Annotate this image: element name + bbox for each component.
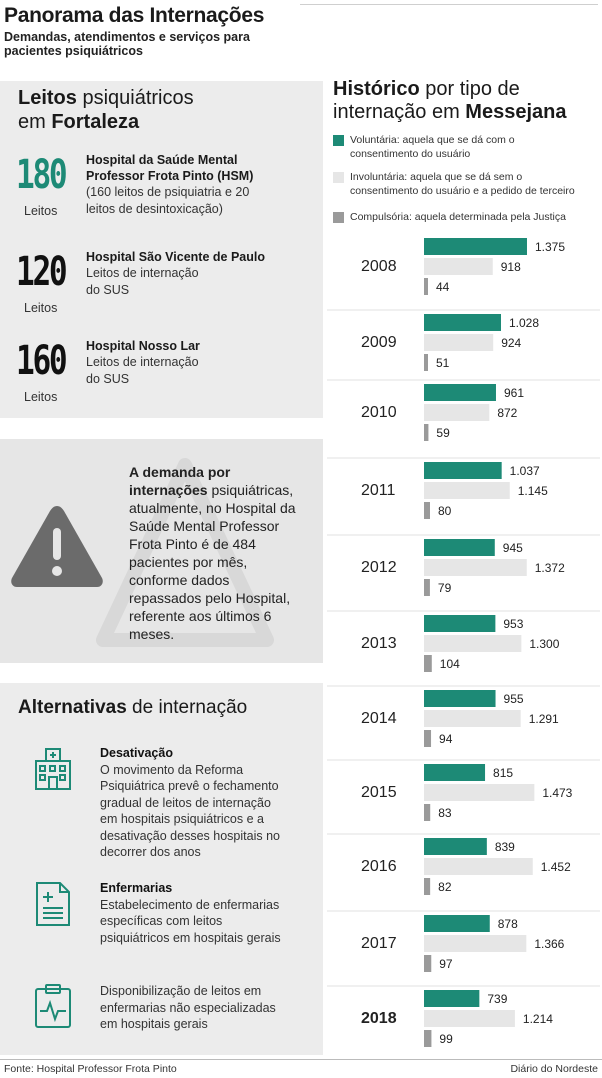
hospital-name-line-2: Professor Frota Pinto (HSM) xyxy=(86,169,254,183)
bar-voluntária-2014 xyxy=(424,690,496,707)
alternativas-title-bold: Alternativas xyxy=(18,697,127,718)
demanda-line: referente aos últimos 6 xyxy=(129,608,272,624)
legend-swatch xyxy=(333,212,344,223)
bar-compulsória-2018 xyxy=(424,1030,431,1047)
bar-compulsória-2016 xyxy=(424,878,430,895)
value-label-involuntária-2009: 924 xyxy=(501,336,522,350)
leitos-title-city: Fortaleza xyxy=(51,111,140,133)
leitos-title xyxy=(18,86,194,134)
alternativas-title xyxy=(18,696,247,720)
bar-voluntária-2010 xyxy=(424,384,496,401)
alternativas-title-rest: de internação xyxy=(126,697,248,718)
bed-unit-label: Leitos xyxy=(24,301,58,315)
bed-count: 180 xyxy=(16,152,66,198)
demanda-text-1: psiquiátricas, xyxy=(207,482,294,498)
legend-line-2: consentimento do usuário xyxy=(350,148,471,160)
bar-voluntária-2018 xyxy=(424,990,479,1007)
bar-voluntária-2008 xyxy=(424,238,527,255)
bar-voluntária-2011 xyxy=(424,462,502,479)
bed-count: 120 xyxy=(16,249,66,295)
hospital-name xyxy=(86,338,306,388)
hospital-building-icon xyxy=(32,745,74,791)
leitos-title-bold: Leitos xyxy=(18,87,77,109)
bar-involuntária-2010 xyxy=(424,404,489,421)
demanda-text xyxy=(129,463,314,643)
legend-line-1: Voluntária: aquela que se dá com o xyxy=(350,134,515,146)
chart-title-bold-1: Histórico xyxy=(333,78,420,100)
bar-involuntária-2008 xyxy=(424,258,493,275)
value-label-voluntária-2009: 1.028 xyxy=(508,316,540,330)
bar-compulsória-2010 xyxy=(424,424,428,441)
alt-line: psiquiátricos em hospitais gerais xyxy=(100,930,281,945)
bar-involuntária-2017 xyxy=(424,935,526,952)
demanda-line: conforme dados xyxy=(129,572,230,588)
alt-heading: Desativação xyxy=(100,746,173,760)
hospital-desc-line-2: do SUS xyxy=(86,283,130,297)
demanda-line: Saúde Mental Professor xyxy=(129,518,280,534)
alt-line: O movimento da Reforma xyxy=(100,762,244,777)
value-label-compulsória-2008: 44 xyxy=(436,280,450,294)
value-label-voluntária-2011: 1.037 xyxy=(509,464,540,478)
chart-title-rest-2: internação em xyxy=(333,101,466,123)
bar-involuntária-2012 xyxy=(424,559,527,576)
hospital-desc-line-1: Leitos de internação xyxy=(86,355,199,369)
page-title: Panorama das Internações xyxy=(4,4,265,27)
hospital-desc-line-2: do SUS xyxy=(86,372,130,386)
value-label-compulsória-2012: 79 xyxy=(437,581,452,595)
bar-voluntária-2016 xyxy=(424,838,487,855)
value-label-compulsória-2011: 80 xyxy=(437,504,452,518)
bar-compulsória-2014 xyxy=(424,730,431,747)
value-label-compulsória-2015: 83 xyxy=(438,806,452,820)
year-label-2017: 2017 xyxy=(361,935,397,952)
bar-involuntária-2016 xyxy=(424,858,533,875)
value-label-involuntária-2008: 918 xyxy=(500,260,521,274)
value-label-voluntária-2017: 878 xyxy=(497,917,518,931)
value-label-voluntária-2012: 945 xyxy=(502,541,523,555)
legend-line-1: Compulsória: aquela determinada pela Justiça xyxy=(350,211,566,223)
bar-involuntária-2014 xyxy=(424,710,521,727)
hospital-desc-line-2: leitos de desintoxicação) xyxy=(86,202,223,216)
bed-unit-label: Leitos xyxy=(24,390,58,404)
legend-swatch xyxy=(333,135,344,146)
bar-involuntária-2013 xyxy=(424,635,521,652)
hospital-name-line-1: Hospital da Saúde Mental xyxy=(86,153,238,167)
demanda-bold-2: internações xyxy=(129,482,208,498)
demanda-line: Frota Pinto é de 484 xyxy=(129,536,256,552)
clipboard-heartbeat-icon xyxy=(32,982,74,1030)
bed-count: 160 xyxy=(16,338,66,384)
alt-line: desativação desses hospitais no xyxy=(100,828,280,843)
bar-compulsória-2013 xyxy=(424,655,432,672)
legend-swatch xyxy=(333,172,344,183)
legend-line-1: Involuntária: aquela que se dá sem o xyxy=(350,171,523,183)
value-label-voluntária-2008: 1.375 xyxy=(534,240,566,254)
value-label-voluntária-2013: 953 xyxy=(503,617,524,631)
bar-involuntária-2018 xyxy=(424,1010,515,1027)
alt-text xyxy=(100,880,318,946)
value-label-compulsória-2016: 82 xyxy=(438,880,452,894)
bar-involuntária-2015 xyxy=(424,784,534,801)
year-label-2018: 2018 xyxy=(361,1010,397,1027)
page-subtitle xyxy=(4,30,598,58)
alt-text xyxy=(100,745,318,861)
subtitle-line-1: Demandas, atendimentos e serviços para xyxy=(4,30,250,44)
chart-title-rest-1: por tipo de xyxy=(419,78,520,100)
leitos-title-light: psiquiátricos xyxy=(76,87,194,109)
value-label-compulsória-2014: 94 xyxy=(439,732,453,746)
alt-line: em hospitais psiquiátricos e a xyxy=(100,812,264,826)
bar-voluntária-2015 xyxy=(424,764,485,781)
bar-compulsória-2008 xyxy=(424,278,428,295)
value-label-involuntária-2018: 1.214 xyxy=(522,1012,553,1026)
legend-text xyxy=(350,133,600,161)
alt-line: Estabelecimento de enfermarias xyxy=(100,897,280,912)
subtitle-line-2: pacientes psiquiátricos xyxy=(4,44,143,58)
value-label-involuntária-2016: 1.452 xyxy=(540,860,571,874)
value-label-involuntária-2011: 1.145 xyxy=(517,484,548,498)
legend-text xyxy=(350,210,600,224)
bar-voluntária-2012 xyxy=(424,539,495,556)
demanda-line: atualmente, no Hospital da xyxy=(129,500,296,516)
value-label-voluntária-2010: 961 xyxy=(503,386,525,400)
bar-involuntária-2009 xyxy=(424,334,493,351)
value-label-voluntária-2018: 739 xyxy=(487,992,508,1006)
footer-divider xyxy=(0,1059,602,1060)
year-label-2009: 2009 xyxy=(361,334,397,351)
year-label-2014: 2014 xyxy=(361,710,397,727)
footer-credit: Diário do Nordeste xyxy=(510,1063,598,1075)
year-label-2015: 2015 xyxy=(361,784,397,801)
alt-line: enfermarias não especializadas xyxy=(100,1000,276,1015)
alt-line: Psiquiátrica prevê o fechamento xyxy=(100,779,279,793)
value-label-involuntária-2012: 1.372 xyxy=(534,561,565,575)
demanda-line: meses. xyxy=(129,626,175,642)
bar-compulsória-2012 xyxy=(424,579,430,596)
bar-voluntária-2013 xyxy=(424,615,495,632)
year-label-2012: 2012 xyxy=(361,559,397,576)
alt-line: gradual de leitos de internação xyxy=(100,795,271,810)
alt-heading: Enfermarias xyxy=(100,881,173,895)
value-label-voluntária-2014: 955 xyxy=(503,692,524,706)
bar-voluntária-2017 xyxy=(424,915,490,932)
value-label-compulsória-2018: 99 xyxy=(439,1032,453,1046)
value-label-involuntária-2017: 1.366 xyxy=(534,937,565,951)
bar-compulsória-2015 xyxy=(424,804,430,821)
demanda-line: repassados pelo Hospital, xyxy=(129,590,291,606)
legend-line-2: consentimento do usuário e a pedido de terceiro xyxy=(350,185,575,197)
hospital-desc-line-1: Leitos de internação xyxy=(86,266,199,280)
value-label-compulsória-2009: 51 xyxy=(436,356,450,370)
year-label-2010: 2010 xyxy=(361,404,397,421)
year-label-2013: 2013 xyxy=(361,635,397,652)
alt-line: em hospitais gerais xyxy=(100,1017,208,1031)
footer-source: Fonte: Hospital Professor Frota Pinto xyxy=(4,1063,177,1075)
header xyxy=(4,4,598,58)
bar-compulsória-2011 xyxy=(424,502,430,519)
warning-icon xyxy=(8,502,106,590)
year-label-2008: 2008 xyxy=(361,258,397,275)
alt-line: específicas com leitos xyxy=(100,914,223,928)
hospital-name xyxy=(86,152,306,218)
hospital-name-line-1: Hospital Nosso Lar xyxy=(86,339,200,353)
value-label-involuntária-2015: 1.473 xyxy=(542,786,573,800)
alt-line: decorrer dos anos xyxy=(100,845,201,859)
value-label-involuntária-2013: 1.300 xyxy=(529,637,560,651)
bed-unit-label: Leitos xyxy=(24,204,58,218)
demanda-line: pacientes por mês, xyxy=(129,554,248,570)
alt-line: Disponibilização de leitos em xyxy=(100,984,262,998)
value-label-voluntária-2016: 839 xyxy=(494,840,515,854)
year-label-2016: 2016 xyxy=(361,858,397,875)
medical-document-icon xyxy=(32,880,74,928)
bar-compulsória-2017 xyxy=(424,955,431,972)
hospital-desc-line-1: (160 leitos de psiquiatria e 20 xyxy=(86,185,250,199)
value-label-compulsória-2010: 59 xyxy=(436,426,450,440)
hospital-name-line-1: Hospital São Vicente de Paulo xyxy=(86,250,265,264)
legend-text xyxy=(350,170,600,198)
value-label-compulsória-2013: 104 xyxy=(439,657,460,671)
chart-title-bold-2: Messejana xyxy=(465,101,567,123)
leitos-title-light-2: em xyxy=(18,111,52,133)
alt-text xyxy=(100,983,318,1033)
demanda-bold-1: A demanda por xyxy=(129,464,231,480)
value-label-compulsória-2017: 97 xyxy=(439,957,453,971)
hospital-name xyxy=(86,249,306,299)
bar-chart xyxy=(327,230,600,1055)
bar-compulsória-2009 xyxy=(424,354,428,371)
year-label-2011: 2011 xyxy=(361,482,396,499)
bar-involuntária-2011 xyxy=(424,482,510,499)
value-label-involuntária-2014: 1.291 xyxy=(528,712,559,726)
bar-voluntária-2009 xyxy=(424,314,501,331)
value-label-involuntária-2010: 872 xyxy=(497,406,518,420)
chart-title xyxy=(333,78,598,124)
value-label-voluntária-2015: 815 xyxy=(493,766,514,780)
